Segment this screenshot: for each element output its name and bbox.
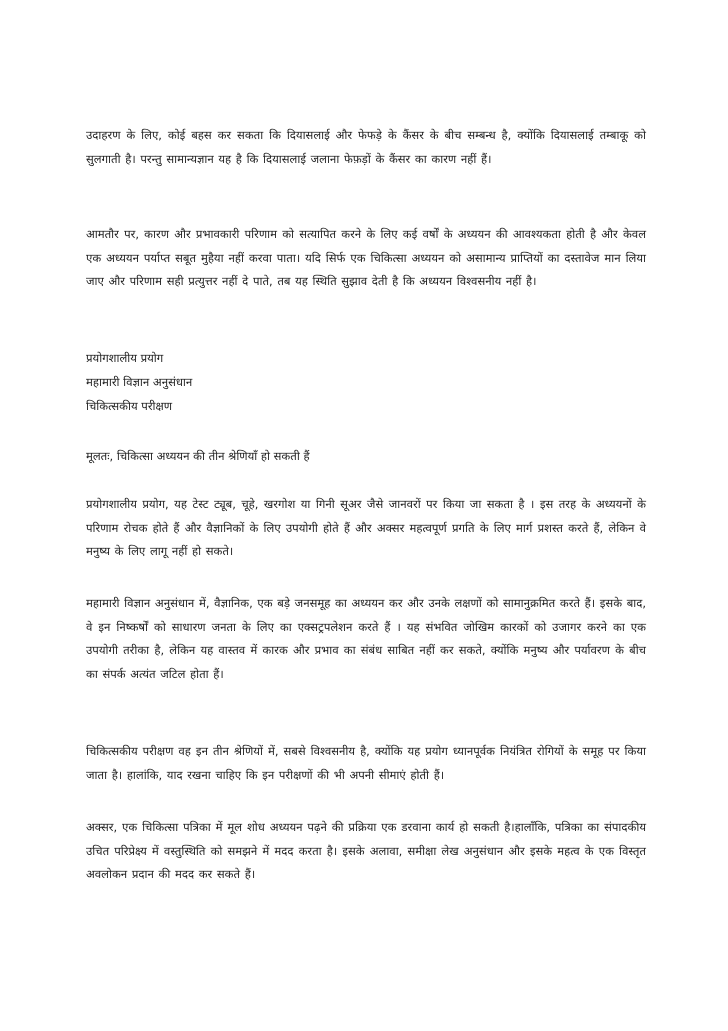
list-item-laboratory-experiment: प्रयोगशालीय प्रयोग (86, 351, 164, 365)
summary-line-three-categories: मूलतः, चिकित्सा अध्ययन की तीन श्रेणियाँ हो सकती हैं (86, 449, 310, 463)
intro-paragraph-matches-example: उदाहरण के लिए, कोई बहस कर सकता कि दियासलाई और फेफड़े के कैंसर के बीच सम्बन्ध है, क्योंकि दियासलाई तम्बाकू को सुलगाती है। परन्तु सामान्यज्ञान यह है कि दियासलाई जलाना फेफ़ड़ों के कैंसर का कारण नहीं हैं। (86, 128, 646, 166)
intro-paragraph-study-reliability: आमतौर पर, कारण और प्रभावकारी परिणाम को सत्यापित करने के लिए कई वर्षों के अध्ययन की आवश्यकता होती है और केवल एक अध्ययन पर्याप्त सबूत मुहैया नहीं करवा पाता। यदि सिर्फ एक चिकित्सा अध्ययन को असामान्य प्राप्तियों का दस्तावेज मान लिया जाए और परिणाम सही प्रत्युत्तर नहीं दे पाते, तब यह स्थिति सुझाव देती है कि अध्ययन विश्वसनीय नहीं है। (86, 227, 646, 288)
list-item-epidemiological-research: महामारी विज्ञान अनुसंधान (86, 375, 193, 389)
list-item-clinical-trial: चिकित्सकीय परीक्षण (86, 399, 173, 413)
paragraph-medical-journal: अक्सर, एक चिकित्सा पत्रिका में मूल शोध अध्ययन पढ़ने की प्रक्रिया एक डरवाना कार्य हो सकती है।हालाँकि, पत्रिका का संपादकीय उचित परिप्रेक्ष्य में वस्तुस्थिति को समझने में मदद करता है। इसके अलावा, समीक्षा लेख अनुसंधान और इसके महत्व के एक विस्तृत अवलोकन प्रदान की मदद कर सकते हैं। (86, 820, 646, 881)
paragraph-epidemiological-research: महामारी विज्ञान अनुसंधान में, वैज्ञानिक, एक बड़े जनसमूह का अध्ययन कर और उनके लक्षणों को सामानुक्रमित करते हैं। इसके बाद, वे इन निष्कर्षों को साधारण जनता के लिए का एक्सट्रपलेशन करते हैं । यह संभवित जोखिम कारकों को उजागर करने का एक उपयोगी तरीका है, लेकिन यह वास्तव में कारक और प्रभाव का संबंध साबित नहीं कर सकते, क्योंकि मनुष्य और पर्यावरण के बीच का संपर्क अत्यंत जटिल होता हैं। (86, 596, 646, 681)
paragraph-clinical-trial: चिकित्सकीय परीक्षण वह इन तीन श्रेणियों में, सबसे विश्वसनीय है, क्योंकि यह प्रयोग ध्यानपूर्वक नियंत्रित रोगियों के समूह पर किया जाता है। हालांकि, याद रखना चाहिए कि इन परीक्षणों की भी अपनी सीमाएं होती हैं। (86, 744, 646, 782)
paragraph-laboratory-experiment: प्रयोगशालीय प्रयोग, यह टेस्ट ट्यूब, चूहे, खरगोश या गिनी सूअर जैसे जानवरों पर किया जा सकता है । इस तरह के अध्ययनों के परिणाम रोचक होते हैं और वैज्ञानिकों के लिए उपयोगी होते हैं और अक्सर महत्वपूर्ण प्रगति के लिए मार्ग प्रशस्त करते हैं, लेकिन वे मनुष्य के लिए लागू नहीं हो सकते। (86, 497, 646, 558)
